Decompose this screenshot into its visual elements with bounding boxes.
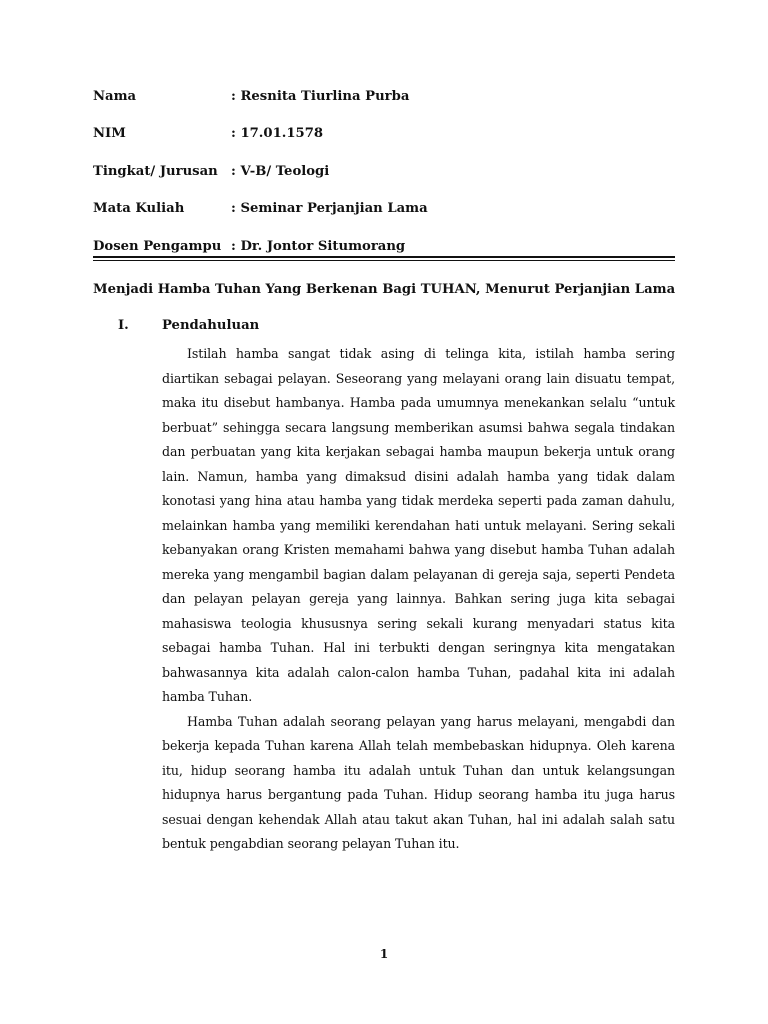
section-number: I. bbox=[118, 318, 129, 333]
page-number: 1 bbox=[379, 947, 389, 961]
paragraph: Istilah hamba sangat tidak asing di telinga kita, istilah hamba sering diartikan sebagai pelayan. Seseorang yang melayani orang lain disuatu tempat, maka itu disebut hambanya. Hamba pada umumnya menekankan selalu “untuk berbuat” sehingga secara langsung memberikan asumsi bahwa segala tindakan dan perbuatan yang kita kerjakan sebagai hamba maupun bekerja untuk orang lain. Namun, hamba yang dimaksud disini adalah hamba yang tidak dalam konotasi yang hina atau hamba yang tidak merdeka seperti pada zaman dahulu, melainkan hamba yang memiliki kerendahan hati untuk melayani. Sering sekali kebanyakan orang Kristen memahami bahwa yang disebut hamba Tuhan adalah mereka yang mengambil bagian dalam pelayanan di gereja saja, seperti Pendeta dan pelayan pelayan gereja yang lainnya. Bahkan sering juga kita sebagai mahasiswa teologia khususnya sering sekali kurang menyadari status kita sebagai hamba Tuhan. Hal ini terbukti dengan seringnya kita mengatakan bahwasannya kita adalah calon-calon hamba Tuhan, padahal kita ini adalah hamba Tuhan. bbox=[162, 346, 675, 704]
info-value: : 17.01.1578 bbox=[231, 126, 324, 142]
info-label: Mata Kuliah bbox=[93, 201, 185, 217]
section-heading bbox=[118, 317, 259, 335]
info-value: : Dr. Jontor Situmorang bbox=[231, 238, 406, 254]
paragraph: Hamba Tuhan adalah seorang pelayan yang harus melayani, mengabdi dan bekerja kepada Tuhan karena Allah telah membebaskan hidupnya. Oleh karena itu, hidup seorang hamba itu adalah untuk Tuhan dan untuk kelangsungan hidupnya harus bergantung pada Tuhan. Hidup seorang hamba itu juga harus sesuai dengan kehendak Allah atau takut akan Tuhan, hal ini adalah salah satu bentuk pengabdian seorang pelayan Tuhan itu. bbox=[162, 713, 675, 851]
info-label: Tingkat/ Jurusan bbox=[93, 163, 218, 179]
info-value: : Resnita Tiurlina Purba bbox=[231, 89, 410, 104]
info-row-nim bbox=[93, 125, 675, 162]
info-row-nama bbox=[93, 88, 675, 125]
student-info-table bbox=[93, 88, 675, 275]
info-row-tingkat-jurusan bbox=[93, 163, 675, 200]
section-body bbox=[162, 342, 675, 857]
info-label: Dosen Pengampu bbox=[93, 238, 222, 254]
info-row-mata-kuliah bbox=[93, 200, 675, 237]
header-divider bbox=[93, 256, 675, 261]
info-label: NIM bbox=[93, 126, 126, 142]
section-title: Pendahuluan bbox=[162, 318, 260, 333]
document-title: Menjadi Hamba Tuhan Yang Berkenan Bagi TUHAN, Menurut Perjanjian Lama bbox=[93, 282, 676, 297]
info-value: : Seminar Perjanjian Lama bbox=[231, 201, 428, 217]
info-label: Nama bbox=[93, 89, 137, 104]
info-value: : V-B/ Teologi bbox=[231, 163, 330, 179]
